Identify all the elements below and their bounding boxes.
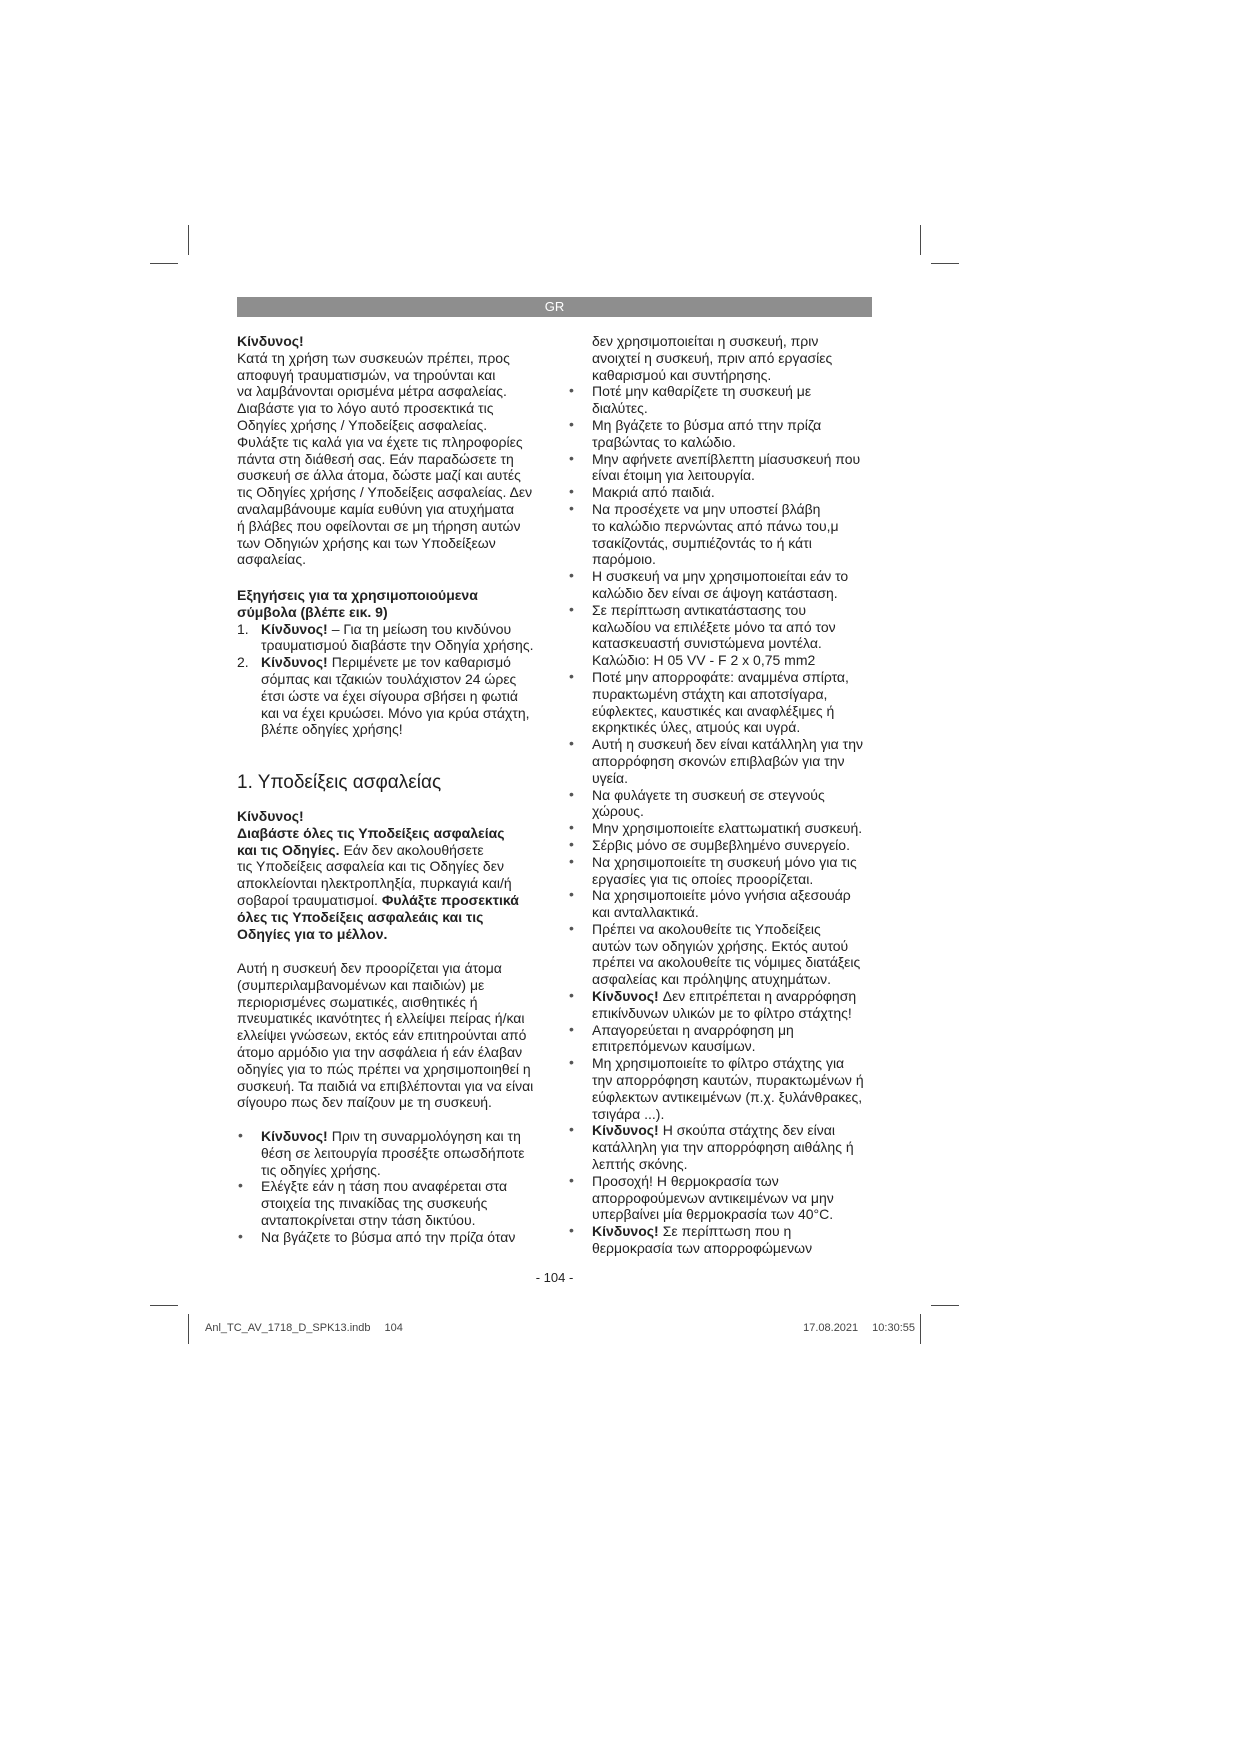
item-number: 1. bbox=[237, 620, 249, 637]
footer-file-info bbox=[205, 1321, 403, 1335]
crop-mark bbox=[150, 1305, 178, 1306]
right-column bbox=[569, 333, 879, 1257]
text-line: την απορρόφηση καυτών, πυρακτωμένων ή bbox=[592, 1072, 864, 1089]
footer-file-page: 104 bbox=[384, 1322, 403, 1334]
text-line: σόμπας και τζακιών τουλάχιστον 24 ώρες bbox=[261, 670, 517, 687]
bullet-item bbox=[569, 383, 879, 417]
text-line: • Αυτή η συσκευή δεν είναι κατάλληλη για την bbox=[592, 736, 863, 753]
line-text: Περιμένετε με τον καθαρισμό bbox=[331, 654, 511, 671]
text-line bbox=[237, 892, 552, 909]
text-line: • Να φυλάγετε τη συσκευή σε στεγνούς bbox=[592, 786, 825, 803]
text-line: • Η συσκευή να μην χρησιμοποιείται εάν το bbox=[592, 568, 849, 585]
footer-date: 17.08.2021 bbox=[803, 1322, 859, 1334]
text-line bbox=[592, 988, 879, 1005]
text-line: • Σε περίπτωση αντικατάστασης του bbox=[592, 601, 806, 618]
text-line: τσακίζοντάς, συμπιέζοντάς το ή κάτι bbox=[592, 534, 812, 551]
text-line: • Μην χρησιμοποιείτε ελαττωματική συσκευή. bbox=[592, 820, 863, 837]
bullet-item bbox=[569, 484, 879, 501]
text-line: επικίνδυνων υλικών με το φίλτρο στάχτης! bbox=[592, 1004, 852, 1021]
symbols-block bbox=[237, 587, 552, 738]
line-text: Πριν τη συναρμολόγηση και τη bbox=[331, 1128, 521, 1144]
text-line: είναι έτοιμη για λειτουργία. bbox=[592, 467, 755, 484]
line-text: Εάν δεν ακολουθήσετε bbox=[343, 841, 484, 858]
text-line: εύφλεκτες, καυστικές και αναφλέξιμες ή bbox=[592, 702, 835, 719]
footer-timestamp bbox=[803, 1321, 915, 1335]
text-line: απορροφούμενων αντικειμένων να μην bbox=[592, 1189, 834, 1206]
text-line: τραβώντας το καλώδιο. bbox=[592, 433, 736, 450]
bullet-item bbox=[569, 988, 879, 1022]
bold-text: όλες τις Υποδείξεις ασφαλεάις και τις bbox=[237, 908, 484, 925]
text-line: τις Οδηγίες χρήσης / Υποδείξεις ασφαλείας. Δεν bbox=[237, 484, 533, 501]
text-line: υπερβαίνει μία θερμοκρασία των 40°C. bbox=[592, 1206, 834, 1223]
bullet-item bbox=[569, 787, 879, 821]
warning-label: Κίνδυνος! bbox=[592, 1223, 659, 1240]
text-line: • Να χρησιμοποιείτε τη συσκευή μόνο για τις bbox=[592, 853, 857, 870]
text-line: οδηγίες για το πώς πρέπει να χρησιμοποιηθεί η bbox=[237, 1060, 531, 1077]
text-line: Φυλάξτε τις καλά για να έχετε τις πληροφορίες bbox=[237, 433, 523, 450]
text-line: πυρακτωμένη στάχτη και αποτσίγαρα, bbox=[592, 685, 828, 702]
text-line: εργασίες για τις οποίες προορίζεται. bbox=[592, 870, 814, 887]
crop-mark bbox=[150, 263, 178, 264]
footer-file-name: Anl_TC_AV_1718_D_SPK13.indb bbox=[205, 1322, 371, 1334]
text-line: κατάλληλη για την απορρόφηση αιθάλης ή bbox=[592, 1139, 854, 1156]
text-line: αναλαμβάνουμε καμία ευθύνη για ατυχήματα bbox=[237, 500, 515, 517]
text-line: τις Υποδείξεις ασφαλεία και τις Οδηγίες δεν bbox=[237, 858, 504, 875]
bullet-item bbox=[569, 854, 879, 888]
numbered-item bbox=[237, 654, 552, 738]
text-line: παρόμοιο. bbox=[592, 551, 656, 568]
header-bar bbox=[237, 297, 872, 317]
text-line: • Να χρησιμοποιείτε μόνο γνήσια αξεσουάρ bbox=[592, 887, 851, 904]
line-text: Σε περίπτωση που η bbox=[662, 1223, 792, 1240]
text-line: τις οδηγίες χρήσης. bbox=[261, 1161, 381, 1178]
bold-text: και τις Οδηγίες. bbox=[237, 841, 340, 858]
text-line: βλέπε οδηγίες χρήσης! bbox=[261, 721, 403, 738]
footer-time: 10:30:55 bbox=[872, 1322, 915, 1334]
symbols-heading: σύμβολα (βλέπε εικ. 9) bbox=[237, 603, 388, 620]
text-line: • Μην αφήνετε ανεπίβλεπτη μίασυσκευή που bbox=[592, 450, 861, 467]
text-line: υγεία. bbox=[592, 769, 628, 786]
bullet-item bbox=[569, 417, 879, 451]
text-line: χώρους. bbox=[592, 803, 644, 820]
warning-label: Κίνδυνος! bbox=[261, 1128, 328, 1144]
page-number: - 104 - bbox=[535, 1270, 574, 1285]
crop-mark bbox=[920, 1314, 921, 1344]
bullet-list bbox=[237, 1128, 552, 1246]
text-line: εύφλεκτων αντικειμένων (π.χ. ξυλάνθρακες, bbox=[592, 1088, 863, 1105]
line-text: Δεν επιτρέπεται η αναρρόφηση bbox=[662, 988, 857, 1005]
text-line: πάντα στη διάθεσή σας. Εάν παραδώσετε τη bbox=[237, 450, 514, 467]
text-line: ή βλάβες που οφείλονται σε μη τήρηση αυτών bbox=[237, 517, 521, 534]
text-line bbox=[261, 1128, 552, 1145]
text-line: συσκευή. Τα παιδιά να επιβλέπονται για να είναι bbox=[237, 1077, 534, 1094]
bullet-item bbox=[569, 568, 879, 602]
item-number: 2. bbox=[237, 654, 249, 671]
text-line: τσιγάρα ...). bbox=[592, 1105, 665, 1122]
text-line: • Μη χρησιμοποιείτε το φίλτρο στάχτης για bbox=[592, 1055, 845, 1072]
text-line: πνευματικές ικανότητες ή ελλείψει πείρας ή/και bbox=[237, 1010, 525, 1027]
crop-mark bbox=[188, 225, 189, 255]
text-line: • Μη βγάζετε το βύσμα από ττην πρίζα bbox=[592, 416, 822, 433]
bullet-item bbox=[569, 837, 879, 854]
bullet-item bbox=[569, 451, 879, 485]
text-line: (συμπεριλαμβανομένων και παιδιών) με bbox=[237, 976, 485, 993]
text-line: Καλώδιο: H 05 VV - F 2 x 0,75 mm2 bbox=[592, 652, 816, 669]
text-line: ασφαλείας και πρόληψης ατυχημάτων. bbox=[592, 971, 831, 988]
text-line: διαλύτες. bbox=[592, 400, 648, 417]
intro-warning-title: Κίνδυνος! bbox=[237, 333, 304, 349]
text-line: • Προσοχή! Η θερμοκρασία των bbox=[592, 1172, 779, 1189]
text-line: εκρηκτικές ύλες, ατμούς και υγρά. bbox=[592, 719, 801, 736]
crop-mark bbox=[920, 225, 921, 255]
text-line: αποκλείονται ηλεκτροπληξία, πυρκαγιά και/ή bbox=[237, 875, 512, 892]
bullet-item bbox=[569, 501, 879, 568]
text-line: • Πρέπει να ακολουθείτε τις Υποδείξεις bbox=[592, 920, 821, 937]
persons-paragraph bbox=[237, 960, 552, 1111]
text-line: • Ελέγξτε εάν η τάση που αναφέρεται στα bbox=[261, 1178, 508, 1195]
symbols-heading: Εξηγήσεις για τα χρησιμοποιούμενα bbox=[237, 587, 478, 603]
line-text: – Για τη μείωση του κινδύνου bbox=[331, 620, 512, 637]
text-line bbox=[261, 621, 552, 638]
line-text: σοβαροί τραυματισμοί. bbox=[237, 891, 378, 908]
text-line: Διαβάστε για το λόγο αυτό προσεκτικά τις bbox=[237, 400, 494, 417]
text-line: στοιχεία της πινακίδας της συσκευής bbox=[261, 1195, 488, 1212]
text-line bbox=[237, 825, 552, 842]
text-line: πρέπει να ακολουθείτε τις νόμιμες διατάξεις bbox=[592, 954, 861, 971]
bold-text: Διαβάστε όλες τις Υποδείξεις ασφαλείας bbox=[237, 824, 505, 841]
text-line: των Οδηγιών χρήσης και των Υποδείξεων bbox=[237, 534, 496, 551]
text-line: σίγουρο πως δεν παίζουν με τη συσκευή. bbox=[237, 1094, 492, 1111]
text-line: Οδηγίες χρήσης / Υποδείξεις ασφαλείας. bbox=[237, 416, 488, 433]
bullet-item bbox=[569, 921, 879, 988]
text-line: • Ποτέ μην καθαρίζετε τη συσκευή με bbox=[592, 383, 812, 400]
text-line: Αυτή η συσκευή δεν προορίζεται για άτομα bbox=[237, 960, 502, 976]
crop-mark bbox=[188, 1314, 189, 1344]
bold-text: Φυλάξτε προσεκτικά bbox=[381, 891, 519, 908]
text-line bbox=[237, 842, 552, 859]
text-line: το καλώδιο περνώντας από πάνω του,μ bbox=[592, 517, 839, 534]
warning-label: Κίνδυνος! bbox=[261, 620, 328, 637]
text-line: • Σέρβις μόνο σε συμβεβλημένο συνεργείο. bbox=[592, 836, 850, 853]
text-line: τραυματισμού διαβάστε την Οδηγία χρήσης. bbox=[261, 637, 534, 654]
warning-title: Κίνδυνος! bbox=[237, 808, 304, 824]
text-line: περιορισμένες σωματικές, αισθητικές ή bbox=[237, 993, 478, 1010]
language-label: GR bbox=[544, 299, 565, 314]
text-line: • Απαγορεύεται η αναρρόφηση μη bbox=[592, 1021, 794, 1038]
text-line: επιτρεπόμενων καυσίμων. bbox=[592, 1038, 756, 1055]
text-line bbox=[592, 1223, 879, 1240]
text-line bbox=[592, 1122, 879, 1139]
text-line: έτσι ώστε να έχει σίγουρα σβήσει η φωτιά bbox=[261, 687, 518, 704]
text-line: απορρόφηση σκονών επιβλαβών για την bbox=[592, 752, 845, 769]
bullet-item bbox=[569, 1022, 879, 1056]
text-line: αυτών των οδηγιών χρήσης. Εκτός αυτού bbox=[592, 937, 849, 954]
bullet-item bbox=[237, 1178, 552, 1228]
text-line bbox=[237, 926, 552, 943]
crop-mark bbox=[931, 1305, 959, 1306]
text-line: καλώδιο δεν είναι σε άψογη κατάσταση. bbox=[592, 584, 838, 601]
text-line: • Να βγάζετε το βύσμα από την πρίζα όταν bbox=[261, 1228, 516, 1245]
text-line: θερμοκρασία των απορροφώμενων bbox=[592, 1240, 813, 1257]
bullet-item bbox=[569, 1173, 879, 1223]
text-line: ασφαλείας. bbox=[237, 551, 306, 568]
intro-block bbox=[237, 333, 552, 568]
text-line: ελλείψει γνώσεων, εκτός εάν επιτηρούνται από bbox=[237, 1027, 527, 1044]
text-line: καλωδίου να επιλέξετε μόνο τα από τον bbox=[592, 618, 836, 635]
crop-mark bbox=[931, 263, 959, 264]
bullet-item bbox=[569, 887, 879, 921]
bullet-item bbox=[569, 669, 879, 736]
text-line: δεν χρησιμοποιείται η συσκευή, πριν bbox=[592, 333, 819, 349]
text-line bbox=[261, 654, 552, 671]
bullet-item bbox=[237, 1128, 552, 1178]
text-line: και να έχει κρυώσει. Μόνο για κρύα στάχτη, bbox=[261, 704, 530, 721]
text-line: λεπτής σκόνης. bbox=[592, 1156, 688, 1173]
line-text: Η σκούπα στάχτης δεν είναι bbox=[662, 1122, 835, 1139]
text-line: αποφυγή τραυματισμών, να τηρούνται και bbox=[237, 366, 496, 383]
bullet-item bbox=[237, 1229, 552, 1246]
bullet-item bbox=[569, 736, 879, 786]
bullet-item bbox=[569, 602, 879, 669]
warning-label: Κίνδυνος! bbox=[592, 988, 659, 1005]
bold-text: Οδηγίες για το μέλλον. bbox=[237, 925, 388, 942]
numbered-item bbox=[237, 621, 552, 655]
bullet-item bbox=[569, 1223, 879, 1257]
warning-label: Κίνδυνος! bbox=[592, 1122, 659, 1139]
text-line: • Ποτέ μην απορροφάτε: αναμμένα σπίρτα, bbox=[592, 668, 849, 685]
text-line: θέση σε λειτουργία προσέξτε οπωσδήποτε bbox=[261, 1144, 525, 1161]
bullet-item bbox=[569, 1122, 879, 1172]
text-line: ανταποκρίνεται στην τάση δικτύου. bbox=[261, 1211, 476, 1228]
text-line: να λαμβάνονται ορισμένα μέτρα ασφαλείας. bbox=[237, 383, 507, 400]
text-line: συσκευή σε άλλα άτομα, δώστε μαζί και αυτές bbox=[237, 467, 521, 484]
continued-item bbox=[569, 333, 879, 383]
warning-block bbox=[237, 808, 552, 942]
text-line: και ανταλλακτικά. bbox=[592, 904, 699, 921]
section-heading: 1. Υποδείξεις ασφαλείας bbox=[237, 772, 442, 793]
warning-label: Κίνδυνος! bbox=[261, 654, 328, 671]
bullet-item bbox=[569, 1055, 879, 1122]
text-line: άτομο αρμόδιο για την ασφάλεια ή εάν έλαβαν bbox=[237, 1043, 523, 1060]
text-line: • Να προσέχετε να μην υποστεί βλάβη bbox=[592, 500, 821, 517]
text-line: κατασκευαστή συνιστώμενα μοντέλα. bbox=[592, 635, 822, 652]
text-line: καθαρισμού και συντήρησης. bbox=[592, 366, 772, 383]
text-line: ανοιχτεί η συσκευή, πριν από εργασίες bbox=[592, 349, 833, 366]
bullet-item bbox=[569, 820, 879, 837]
text-line bbox=[237, 909, 552, 926]
text-line: Κατά τη χρήση των συσκευών πρέπει, προς bbox=[237, 349, 510, 366]
text-line: • Μακριά από παιδιά. bbox=[592, 484, 715, 501]
